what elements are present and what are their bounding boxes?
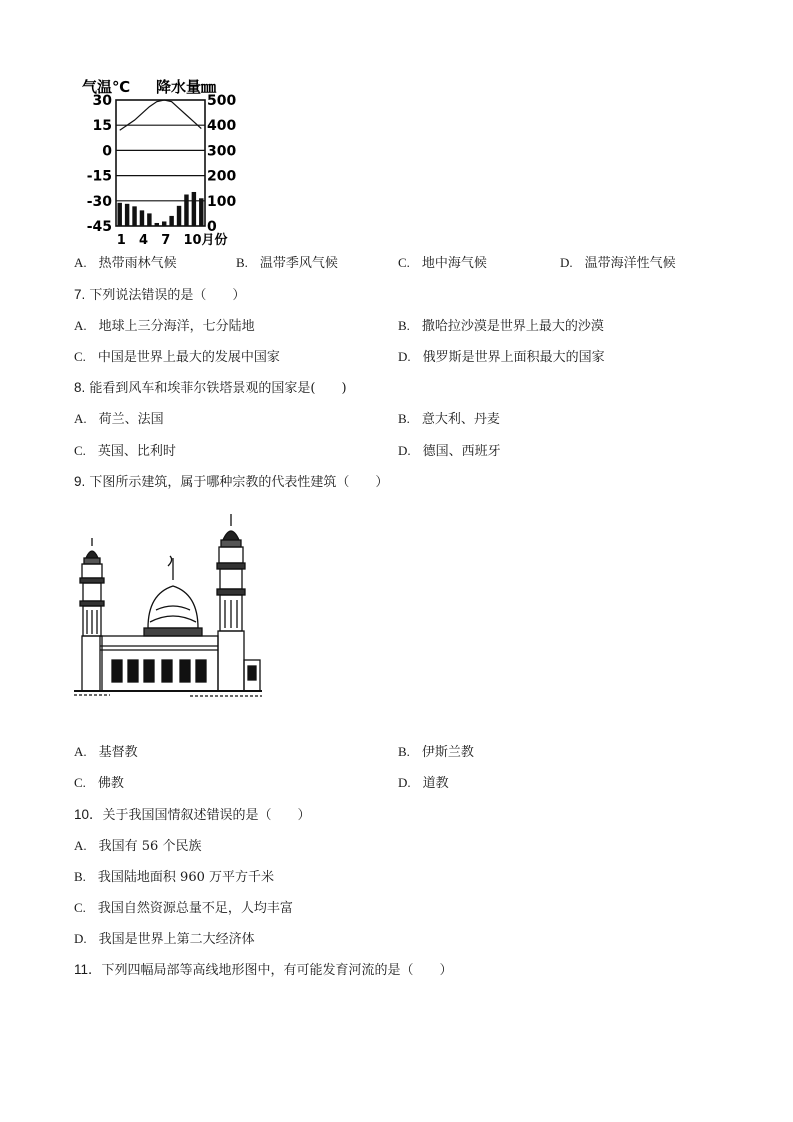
q6-option-a[interactable] [74, 254, 177, 273]
precip-bar [162, 221, 166, 226]
q8-option-c[interactable] [74, 442, 176, 461]
q9-option-d-letter: D. [398, 775, 411, 790]
x-axis-ticks [117, 232, 228, 248]
q6-option-d[interactable] [560, 254, 676, 273]
q6-option-c-letter: C. [398, 255, 410, 270]
q10-stem [74, 806, 311, 825]
q9-number: 9. [74, 474, 86, 489]
right-axis-ticks [207, 93, 236, 235]
x-tick-label: 4 [138, 233, 149, 248]
q6-option-a-text: 热带雨林气候 [98, 256, 177, 271]
q9-option-c[interactable] [74, 774, 124, 793]
q6-option-c[interactable] [398, 254, 487, 273]
chart-title-temp: 气温℃ [82, 78, 131, 96]
left-tick-label: 0 [102, 143, 112, 160]
left-tick-label: -45 [86, 219, 112, 235]
precip-bar [140, 210, 144, 226]
q8-option-b[interactable] [398, 410, 500, 429]
left-tick-label: 15 [92, 118, 112, 135]
q9-option-c-text: 佛教 [97, 776, 124, 791]
left-tick-label: -15 [86, 168, 112, 185]
q11-stem-text: 下列四幅局部等高线地形图中，有可能发育河流的是（ ） [101, 963, 453, 978]
precip-bar [177, 206, 181, 226]
q10-option-b-letter: B. [74, 869, 86, 884]
q8-option-a-text: 荷兰、法国 [98, 412, 164, 427]
left-axis-ticks [87, 93, 113, 235]
q10-option-a[interactable] [74, 837, 201, 856]
q7-option-b-letter: B. [398, 318, 410, 333]
x-tick-label: 7 [161, 233, 171, 248]
q7-option-c-text: 中国是世界上最大的发展中国家 [97, 350, 280, 365]
q9-option-b[interactable] [398, 743, 474, 762]
q10-option-c[interactable] [74, 899, 293, 918]
q6-option-a-letter: A. [74, 255, 87, 270]
q10-option-b[interactable] [74, 868, 274, 887]
q7-stem [74, 286, 245, 305]
q9-option-a-letter: A. [74, 744, 87, 759]
precip-bar [169, 216, 173, 226]
right-tick-label: 500 [207, 93, 237, 109]
chart-title-precip: 降水量㎜ [156, 78, 217, 96]
q9-stem [74, 473, 388, 492]
q7-option-b[interactable] [398, 317, 604, 336]
q9-option-b-letter: B. [398, 744, 410, 759]
precip-bar [155, 223, 159, 226]
q7-option-d-letter: D. [398, 349, 411, 364]
q8-stem-text: 能看到风车和埃菲尔铁塔景观的国家是( ) [89, 381, 347, 396]
q7-number: 7. [74, 287, 86, 302]
right-tick-label: 400 [207, 118, 237, 135]
q8-number: 8. [74, 380, 86, 395]
q7-option-c-letter: C. [74, 349, 86, 364]
q7-option-c[interactable] [74, 348, 280, 367]
precip-bar [192, 192, 196, 226]
q10-option-c-letter: C. [74, 900, 86, 915]
q10-option-c-text: 我国自然资源总量不足，人均丰富 [97, 901, 293, 916]
q9-option-b-text: 伊斯兰教 [421, 745, 474, 760]
q10-option-d-letter: D. [74, 931, 87, 946]
climate-chart-svg [70, 70, 250, 250]
right-tick-label: 100 [207, 193, 237, 210]
q10-option-d[interactable] [74, 930, 255, 949]
q8-option-a-letter: A. [74, 411, 87, 426]
q6-option-c-text: 地中海气候 [421, 256, 487, 271]
q9-option-d-text: 道教 [422, 776, 449, 791]
q8-option-b-letter: B. [398, 411, 410, 426]
q7-option-b-text: 撒哈拉沙漠是世界上最大的沙漠 [421, 319, 604, 334]
q10-number: 10． [74, 807, 103, 822]
q11-number: 11． [74, 962, 102, 977]
q6-option-b-letter: B. [236, 255, 248, 270]
mosque-illustration [70, 510, 265, 700]
precip-bar [125, 204, 129, 226]
q9-option-a-text: 基督教 [98, 745, 138, 760]
q6-option-b-text: 温带季风气候 [259, 256, 338, 271]
right-tick-label: 200 [207, 168, 237, 185]
precip-bar [132, 206, 136, 226]
precip-bar [184, 195, 188, 227]
x-tick-label: 1 [116, 233, 126, 248]
q10-option-b-text: 我国陆地面积 960 万平方千米 [97, 870, 274, 885]
q8-stem [74, 379, 347, 398]
plot-border [116, 100, 205, 226]
right-tick-label: 0 [207, 219, 217, 235]
precip-bar [117, 203, 121, 226]
q6-option-d-text: 温带海洋性气候 [584, 256, 676, 271]
q9-stem-text: 下图所示建筑，属于哪种宗教的代表性建筑（ ） [89, 475, 389, 490]
q7-option-d[interactable] [398, 348, 605, 367]
q7-option-a[interactable] [74, 317, 255, 336]
q7-option-d-text: 俄罗斯是世界上面积最大的国家 [422, 350, 605, 365]
q8-option-d[interactable] [398, 442, 501, 461]
q6-option-b[interactable] [236, 254, 338, 273]
mosque-drawing [70, 510, 265, 700]
q7-option-a-letter: A. [74, 318, 87, 333]
plot-frame [116, 100, 205, 226]
q9-option-a[interactable] [74, 743, 138, 762]
q8-option-a[interactable] [74, 410, 164, 429]
right-tick-label: 300 [207, 143, 237, 160]
q8-option-d-letter: D. [398, 443, 411, 458]
precip-bar [147, 213, 151, 226]
q7-option-a-text: 地球上三分海洋，七分陆地 [98, 319, 255, 334]
q9-option-c-letter: C. [74, 775, 86, 790]
q8-option-c-text: 英国、比利时 [97, 444, 176, 459]
q8-option-c-letter: C. [74, 443, 86, 458]
q7-stem-text: 下列说法错误的是（ ） [89, 288, 246, 303]
q6-option-d-letter: D. [560, 255, 573, 270]
precip-bar [199, 198, 203, 226]
q8-option-b-text: 意大利、丹麦 [421, 412, 500, 427]
left-tick-label: -30 [86, 193, 112, 210]
q8-option-d-text: 德国、西班牙 [422, 444, 501, 459]
q10-option-a-letter: A. [74, 838, 87, 853]
q10-option-a-text: 我国有 56 个民族 [98, 839, 202, 854]
precip-bars [117, 192, 203, 226]
q9-option-d[interactable] [398, 774, 449, 793]
x-tick-label: 10月份 [183, 233, 228, 248]
q10-option-d-text: 我国是世界上第二大经济体 [98, 932, 255, 947]
left-tick-label: 30 [92, 93, 112, 109]
q11-stem [74, 961, 453, 980]
climate-chart [70, 70, 250, 250]
q10-stem-text: 关于我国国情叙述错误的是（ ） [102, 808, 311, 823]
